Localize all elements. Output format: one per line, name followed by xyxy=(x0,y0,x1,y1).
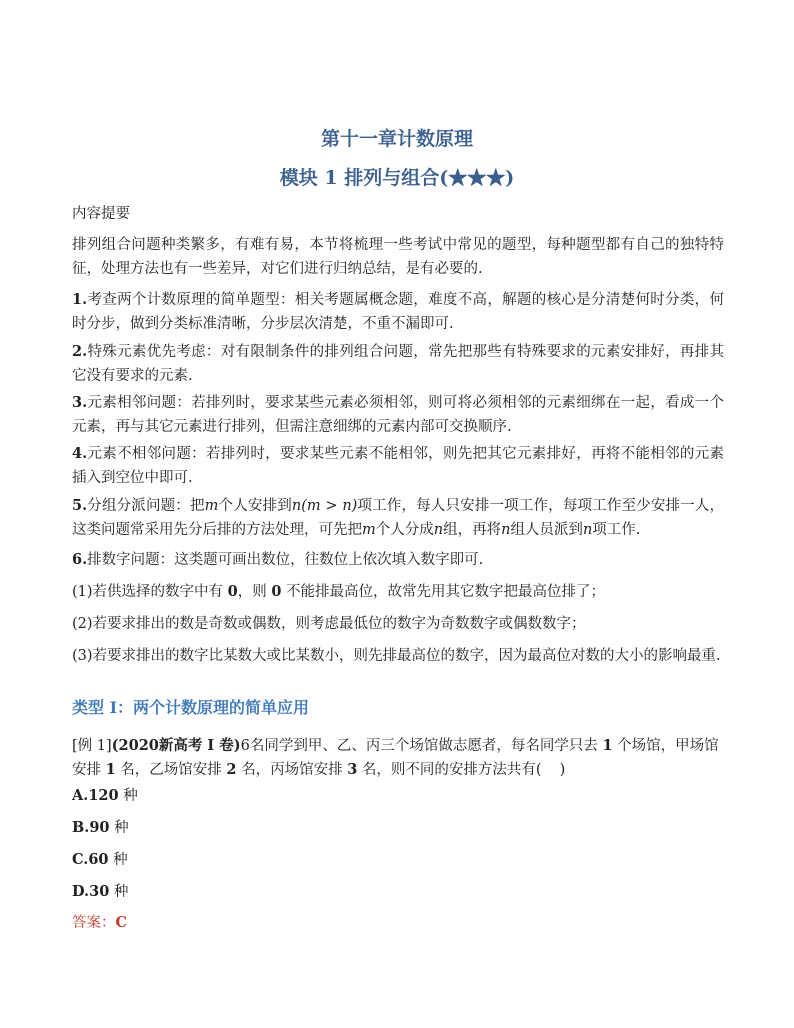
point-4 xyxy=(72,442,724,490)
point-number: 5. xyxy=(72,497,88,514)
point-text: 组，再将 xyxy=(443,522,502,538)
sub-point-number: (1) xyxy=(72,584,93,600)
digit: 0 xyxy=(227,583,238,600)
point-text: 元素相邻问题：若排列时，要求某些元素必须相邻，则可将必须相邻的元素细绑在一起，看成一个元素，再与其它元素进行排列，但需注意细绑的元素内部可交换顺序. xyxy=(72,395,724,435)
point-1 xyxy=(72,288,724,336)
sub-point-text: 不能排最高位，故常先用其它数字把最高位排了； xyxy=(281,584,606,600)
point-text: 项工作. xyxy=(592,522,641,538)
example-text: 个场馆，甲场馆安排 xyxy=(72,738,719,778)
example-question xyxy=(72,734,724,782)
point-text: 个人安排到 xyxy=(218,498,292,514)
example-text: 6 xyxy=(240,738,250,754)
point-text: 分组分派问题：把 xyxy=(87,498,205,514)
answer-line xyxy=(72,913,127,933)
example-text: 名，乙场馆安排 xyxy=(115,762,227,778)
option-a xyxy=(72,786,138,806)
point-6 xyxy=(72,548,724,572)
example-source: (2020新高考 I 卷) xyxy=(111,737,241,754)
math-variable: m xyxy=(362,522,376,538)
option-letter: A. xyxy=(72,787,89,804)
math-variable: n xyxy=(433,522,444,538)
example-text: 名，丙场馆安排 xyxy=(236,762,348,778)
chapter-title: 第十一章计数原理 xyxy=(320,128,473,150)
option-letter: C. xyxy=(72,851,89,868)
sub-point-text: 若要求排出的数字比某数大或比某数小，则先排最高位的数字，因为最高位对数的大小的影响最重. xyxy=(92,648,721,664)
sub-point-2 xyxy=(72,612,724,636)
sub-point-text: 若要求排出的数是奇数或偶数，则考虑最低位的数字为奇数数字或偶数数字； xyxy=(92,616,586,632)
option-letter: D. xyxy=(72,883,90,900)
example-number: 2 xyxy=(226,761,237,778)
option-b xyxy=(72,818,129,838)
option-d xyxy=(72,882,128,902)
intro-summary: 排列组合问题种类繁多，有难有易，本节将梳理一些考试中常见的题型，每种题型都有自己的独特特征，处理方法也有一些差异，对它们进行归纳总结，是有必要的. xyxy=(72,237,724,277)
option-value: 60 xyxy=(88,851,109,868)
answer-label: 答案： xyxy=(72,915,116,931)
option-unit: 种 xyxy=(109,820,129,836)
example-number: 3 xyxy=(347,761,358,778)
point-text: 排数字问题：这类题可画出数位，往数位上依次填入数字即可. xyxy=(87,552,484,568)
option-c xyxy=(72,850,128,870)
sub-point-number: (2) xyxy=(72,616,93,632)
sub-point-text: ，则 xyxy=(237,584,272,600)
option-unit: 种 xyxy=(118,788,138,804)
sub-point-3 xyxy=(72,644,724,668)
point-number: 4. xyxy=(72,445,88,462)
module-title: 模块 1 排列与组合(★★★) xyxy=(279,167,515,189)
example-number: 1 xyxy=(105,761,116,778)
option-unit: 种 xyxy=(109,884,129,900)
point-text: 组人员派到 xyxy=(510,522,583,538)
option-value: 120 xyxy=(88,787,119,804)
digit: 0 xyxy=(271,583,282,600)
example-text: 名，则不同的安排方法共有( xyxy=(357,762,542,778)
point-text: 特殊元素优先考虑：对有限制条件的排列组合问题，常先把那些有特殊要求的元素安排好，再排其它没有要求的元素. xyxy=(72,344,724,384)
point-5 xyxy=(72,494,724,542)
sub-point-number: (3) xyxy=(72,648,93,664)
point-3 xyxy=(72,391,724,439)
option-unit: 种 xyxy=(108,852,128,868)
answer-value: C xyxy=(115,914,128,931)
example-text: ) xyxy=(559,762,566,778)
example-number: 1 xyxy=(602,737,613,754)
option-letter: B. xyxy=(72,819,90,836)
option-value: 90 xyxy=(89,819,110,836)
point-number: 1. xyxy=(72,291,88,308)
example-text: 名同学到甲、乙、丙三个场馆做志愿者，每名同学只去 xyxy=(249,738,603,754)
point-2 xyxy=(72,340,724,388)
point-number: 6. xyxy=(72,551,88,568)
sub-point-text: 若供选择的数字中有 xyxy=(92,584,228,600)
point-text: 项工作，每人只安排一项工作，每项工作至少安排一人，这类问题常采用先分后排的方法处理，可先把 xyxy=(72,498,725,538)
math-variable: n xyxy=(582,522,593,538)
point-text: 元素不相邻问题：若排列时，要求某些元素不能相邻，则先把其它元素排好，再将不能相邻的元素插入到空位中即可. xyxy=(72,446,724,486)
section-heading: 类型 I：两个计数原理的简单应用 xyxy=(72,698,310,717)
example-tag: [例 1] xyxy=(72,738,112,754)
sub-point-1 xyxy=(72,580,724,604)
option-value: 30 xyxy=(89,883,110,900)
point-number: 2. xyxy=(72,343,88,360)
intro-label: 内容提要 xyxy=(72,206,130,222)
math-expression: n(m > n) xyxy=(291,498,358,514)
math-variable: m xyxy=(204,498,219,514)
point-text: 考查两个计数原理的简单题型：相关考题属概念题，难度不高，解题的核心是分清楚何时分类，何时分步，做到分类标准清晰，分步层次清楚，不重不漏即可. xyxy=(72,292,724,332)
math-variable: n xyxy=(501,522,511,538)
point-text: 个人分成 xyxy=(375,522,434,538)
point-number: 3. xyxy=(72,394,88,411)
